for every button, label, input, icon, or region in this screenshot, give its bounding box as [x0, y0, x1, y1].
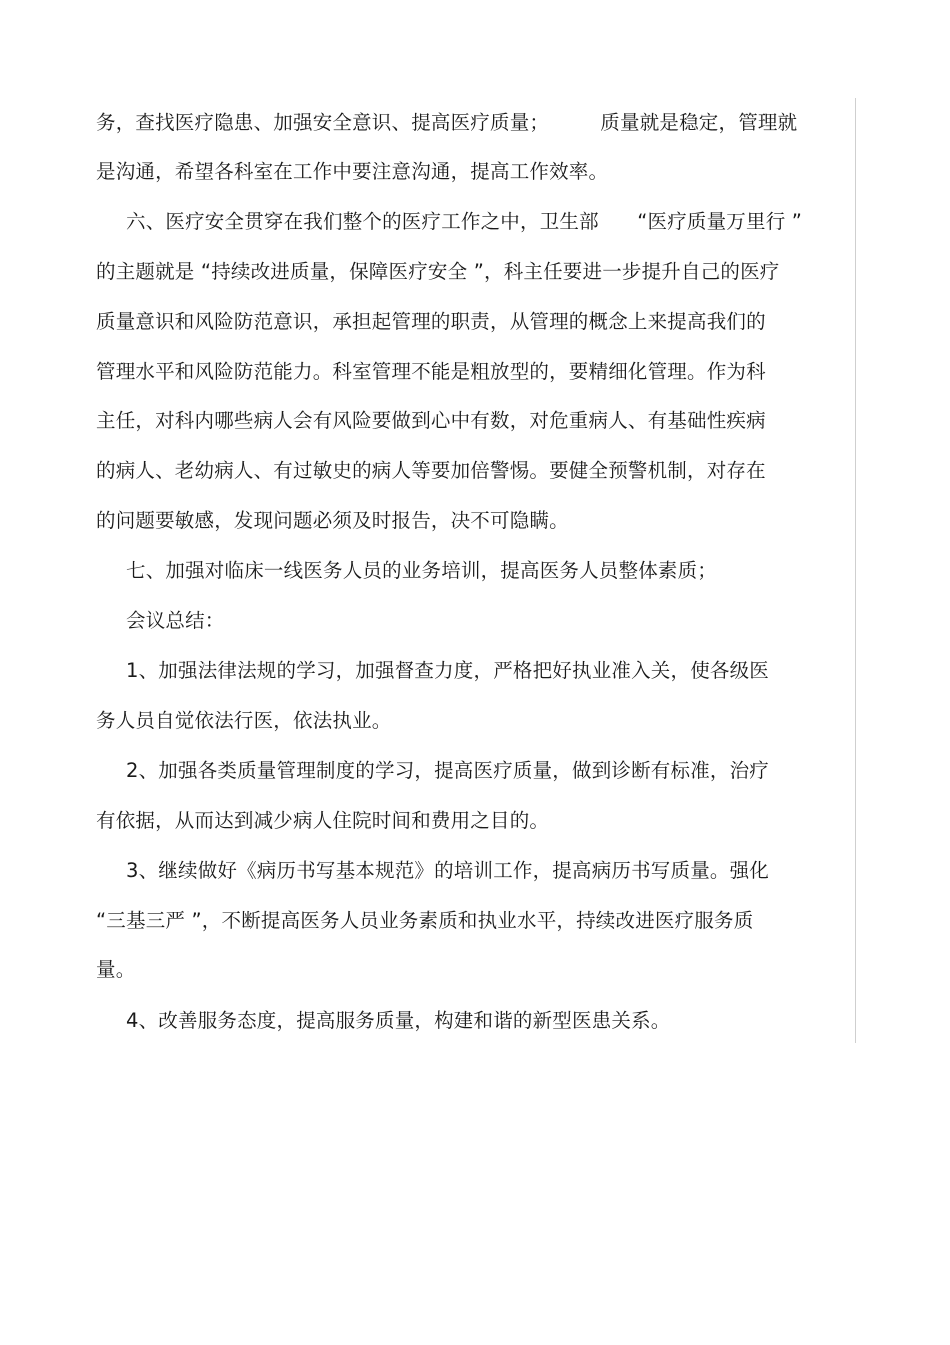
- list-item-line: 2、加强各类质量管理制度的学习，提高医疗质量，做到诊断有标准，治疗: [126, 759, 770, 782]
- list-item-line: “三基三严 ”，不断提高医务人员业务素质和执业水平，持续改进医疗服务质: [96, 909, 754, 932]
- paragraph-line: 的主题就是 “持续改进质量，保障医疗安全 ”，科主任要进一步提升自己的医疗: [96, 260, 780, 283]
- section-heading: 会议总结：: [126, 609, 225, 632]
- paragraph-line: 管理水平和风险防范能力。科室管理不能是粗放型的，要精细化管理。作为科: [96, 360, 766, 383]
- paragraph-line: 质量意识和风险防范意识，承担起管理的职责，从管理的概念上来提高我们的: [96, 310, 766, 333]
- paragraph-line: 七、加强对临床一线医务人员的业务培训，提高医务人员整体素质；: [126, 559, 718, 582]
- list-item-line: 1、加强法律法规的学习，加强督查力度，严格把好执业准入关，使各级医: [126, 659, 770, 682]
- paragraph-line: 的病人、老幼病人、有过敏史的病人等要加倍警惕。要健全预警机制，对存在: [96, 459, 766, 482]
- paragraph-line: 六、医疗安全贯穿在我们整个的医疗工作之中，卫生部 “医疗质量万里行 ”: [126, 210, 803, 233]
- list-item-line: 务人员自觉依法行医，依法执业。: [96, 709, 392, 732]
- list-item-line: 量。: [96, 958, 136, 981]
- paragraph-line: 是沟通，希望各科室在工作中要注意沟通，提高工作效率。: [96, 160, 609, 183]
- list-item-line: 3、继续做好《病历书写基本规范》的培训工作，提高病历书写质量。强化: [126, 859, 770, 882]
- paragraph-line: 主任，对科内哪些病人会有风险要做到心中有数，对危重病人、有基础性疾病: [96, 409, 766, 432]
- paragraph-line: 务，查找医疗隐患、加强安全意识、提高医疗质量； 质量就是稳定，管理就: [96, 111, 798, 134]
- list-item-line: 有依据，从而达到减少病人住院时间和费用之目的。: [96, 809, 550, 832]
- page-margin-rule: [855, 98, 856, 1043]
- paragraph-line: 的问题要敏感，发现问题必须及时报告，决不可隐瞒。: [96, 509, 569, 532]
- list-item-line: 4、改善服务态度，提高服务质量，构建和谐的新型医患关系。: [126, 1009, 671, 1032]
